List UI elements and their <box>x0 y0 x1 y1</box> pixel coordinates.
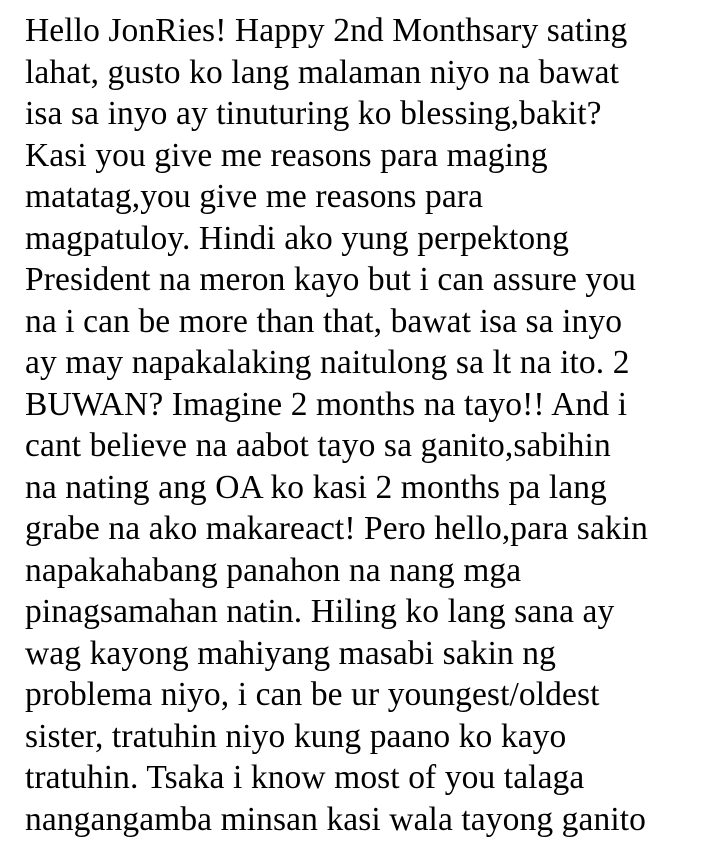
letter-text <box>25 10 715 840</box>
text-line: pinagsamahan natin. Hiling ko lang sana ay <box>25 593 615 630</box>
text-line: Hello JonRies! Happy 2nd Monthsary sating <box>25 12 628 49</box>
text-line: na i can be more than that, bawat isa sa inyo <box>25 302 623 340</box>
text-line: matatag,you give me reasons para <box>25 178 484 215</box>
text-line: magpatuloy. Hindi ako yung perpektong <box>25 219 569 257</box>
text-line: BUWAN? Imagine 2 months na tayo!! And i <box>25 385 628 423</box>
text-line: President na meron kayo but i can assure you <box>25 261 636 298</box>
text-line: napakahabang panahon na nang mga <box>25 551 522 589</box>
text-line: lahat, gusto ko lang malaman niyo na bawat <box>25 53 620 91</box>
text-line: problema niyo, i can be ur youngest/oldest <box>25 676 600 713</box>
text-line: isa sa inyo ay tinuturing ko blessing,bakit? <box>25 95 602 132</box>
text-line: nangangamba minsan kasi wala tayong ganito <box>25 800 646 838</box>
text-line: ay may napakalaking naitulong sa lt na ito. 2 <box>25 344 630 381</box>
text-line: wag kayong mahiyang masabi sakin ng <box>25 634 557 672</box>
text-line: tratuhin. Tsaka i know most of you talaga <box>25 759 585 796</box>
text-line: cant believe na aabot tayo sa ganito,sabihin <box>25 427 611 464</box>
text-line: grabe na ako makareact! Pero hello,para sakin <box>25 510 649 547</box>
text-line: na nating ang OA ko kasi 2 months pa lang <box>25 468 607 506</box>
text-line: Kasi you give me reasons para maging <box>25 136 548 174</box>
text-line: sister, tratuhin niyo kung paano ko kayo <box>25 717 567 755</box>
